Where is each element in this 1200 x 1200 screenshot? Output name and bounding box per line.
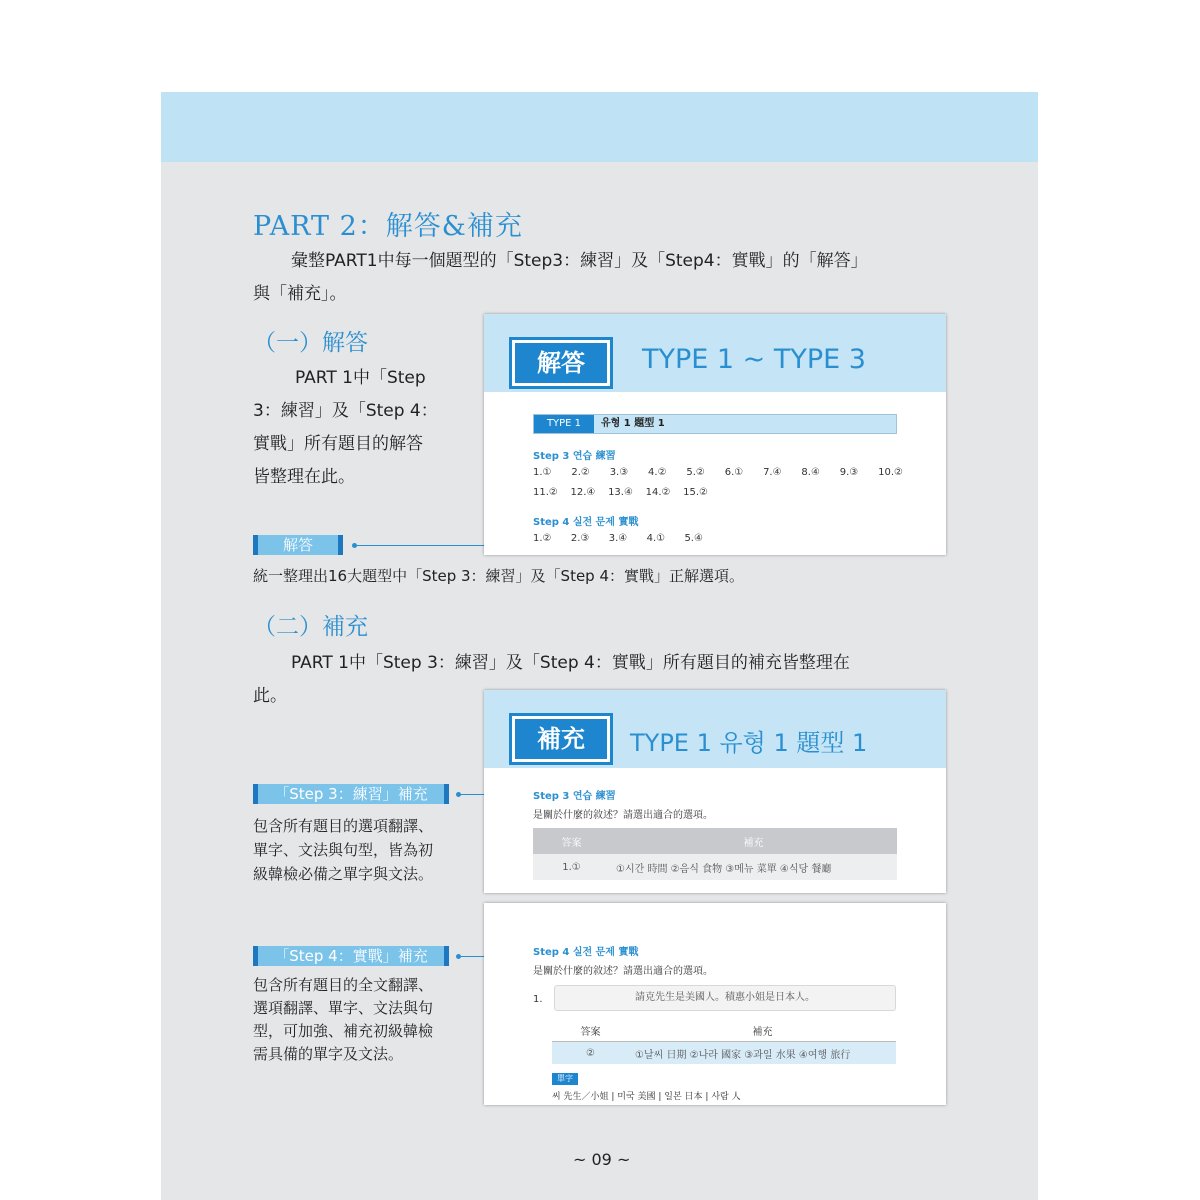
step3-label: Step 3 연습 練習: [533, 451, 616, 462]
answer-item: 3.③: [609, 467, 629, 478]
section-1-para-line: 3：練習」及「Step 4：: [253, 401, 438, 421]
question-text: 是關於什麼的敘述？請選出適合的選項。: [533, 966, 713, 977]
desc-line: 包含所有題目的全文翻譯、: [253, 976, 434, 994]
step3-label: Step 3 연습 練習: [533, 791, 616, 802]
table-header-row: [533, 828, 897, 854]
desc-line: 級韓檢必備之單字與文法。: [253, 865, 434, 883]
answer-item: 5.②: [686, 467, 705, 478]
type-bar-tag: TYPE 1: [534, 415, 594, 433]
step4-supplement-tag: 「Step 4：實戰」補充: [253, 946, 449, 966]
answer-item: 9.③: [839, 467, 859, 478]
step4-supplement-card: [484, 903, 946, 1105]
section-1-note: 統一整理出16大題型中「Step 3：練習」及「Step 4：實戰」正解選項。: [253, 567, 745, 585]
step4-label: Step 4 실전 문제 實戰: [533, 947, 639, 958]
card-type-title: TYPE 1 유형 1 題型 1: [630, 729, 868, 757]
answer-cell: ②: [586, 1047, 595, 1059]
desc-line: 單字、文法與句型，皆為初: [253, 841, 434, 859]
supplement-table: [533, 828, 897, 880]
answer-item: 4.①: [646, 533, 666, 544]
answer-tag: 解答: [253, 535, 343, 555]
answer-cell: 1.①: [562, 861, 581, 873]
page-number: ~ 09 ~: [573, 1150, 631, 1169]
supplement-cell: ①날씨 日期 ②나라 國家 ③과일 水果 ④여행 旅行: [635, 1049, 851, 1061]
supplement-cell: ①시간 時間 ②음식 食物 ③메뉴 菜單 ④식당 餐廳: [616, 863, 832, 875]
step3-supplement-tag: 「Step 3：練習」補充: [253, 784, 449, 804]
desc-line: 型，可加強、補充初級韓檢: [253, 1022, 434, 1040]
answer-item: 1.①: [533, 467, 552, 478]
answer-item: 15.②: [683, 487, 708, 498]
table-header-row: [552, 1019, 896, 1042]
table-row: [552, 1042, 896, 1065]
answer-item: 11.②: [533, 487, 558, 498]
answer-item: 8.④: [801, 467, 820, 478]
col-supplement: 補充: [743, 837, 764, 849]
sentence-box: 請克先生是美國人。積惠小姐是日本人。: [554, 985, 896, 1011]
answer-item: 4.②: [648, 467, 667, 478]
answer-item: 13.④: [608, 487, 633, 498]
answer-row: [533, 487, 708, 498]
answer-row: [533, 467, 903, 478]
section-1-para-line: PART 1中「Step: [295, 368, 426, 388]
section-2-para-line-1: PART 1中「Step 3：練習」及「Step 4：實戰」所有題目的補充皆整理在: [291, 653, 850, 673]
section-1-para-line: 皆整理在此。: [253, 467, 355, 487]
answer-badge: 解答: [512, 340, 610, 386]
step4-supplement-desc: [253, 974, 433, 1066]
supplement-table: [552, 1019, 896, 1064]
intro-line-2: 與「補充」。: [253, 284, 347, 304]
item-number: 1.: [533, 994, 543, 1005]
header-band: [161, 92, 1038, 162]
vocab-line: 씨 先生／小姐 | 미국 美國 | 일본 日本 | 사람 人: [552, 1092, 741, 1102]
section-1-heading: （一）解答: [253, 330, 368, 356]
answer-item: 7.④: [763, 467, 782, 478]
answer-item: 14.②: [645, 487, 671, 498]
vocab-tag: 單字: [552, 1073, 578, 1085]
section-1-para-line: 實戰」所有題目的解答: [253, 434, 423, 454]
answer-card: [484, 314, 946, 555]
intro-line-1: 彙整PART1中每一個題型的「Step3：練習」及「Step4：實戰」的「解答」: [291, 251, 868, 271]
col-answer: 答案: [580, 1026, 601, 1038]
book-page: [161, 92, 1038, 1200]
type-bar: [533, 414, 897, 434]
desc-line: 選項翻譯、單字、文法與句: [253, 999, 434, 1017]
answer-item: 10.②: [878, 467, 903, 478]
answer-item: 3.④: [608, 533, 628, 544]
supplement-badge: 補充: [512, 716, 610, 762]
answer-item: 1.②: [533, 533, 552, 544]
section-2-heading: （二）補充: [253, 614, 368, 640]
supplement-card: [484, 690, 946, 893]
table-row: [533, 854, 897, 880]
card-type-title: TYPE 1 ~ TYPE 3: [642, 344, 866, 375]
type-bar-label: 유형 1 題型 1: [601, 418, 665, 429]
desc-line: 包含所有題目的選項翻譯、: [253, 817, 434, 835]
step4-label: Step 4 실전 문제 實戰: [533, 517, 639, 528]
desc-line: 需具備的單字及文法。: [253, 1045, 404, 1063]
question-text: 是關於什麼的敘述？請選出適合的選項。: [533, 810, 713, 821]
answer-item: 2.③: [570, 533, 590, 544]
answer-item: 12.④: [570, 487, 596, 498]
col-answer: 答案: [561, 837, 582, 849]
answer-row: [533, 533, 703, 544]
answer-item: 2.②: [571, 467, 590, 478]
part-title: PART 2：解答&補充: [253, 211, 523, 242]
step3-supplement-desc: [253, 814, 433, 886]
section-2-para-line-2: 此。: [253, 686, 287, 706]
answer-item: 6.①: [724, 467, 744, 478]
answer-item: 5.④: [684, 533, 703, 544]
col-supplement: 補充: [752, 1026, 773, 1038]
